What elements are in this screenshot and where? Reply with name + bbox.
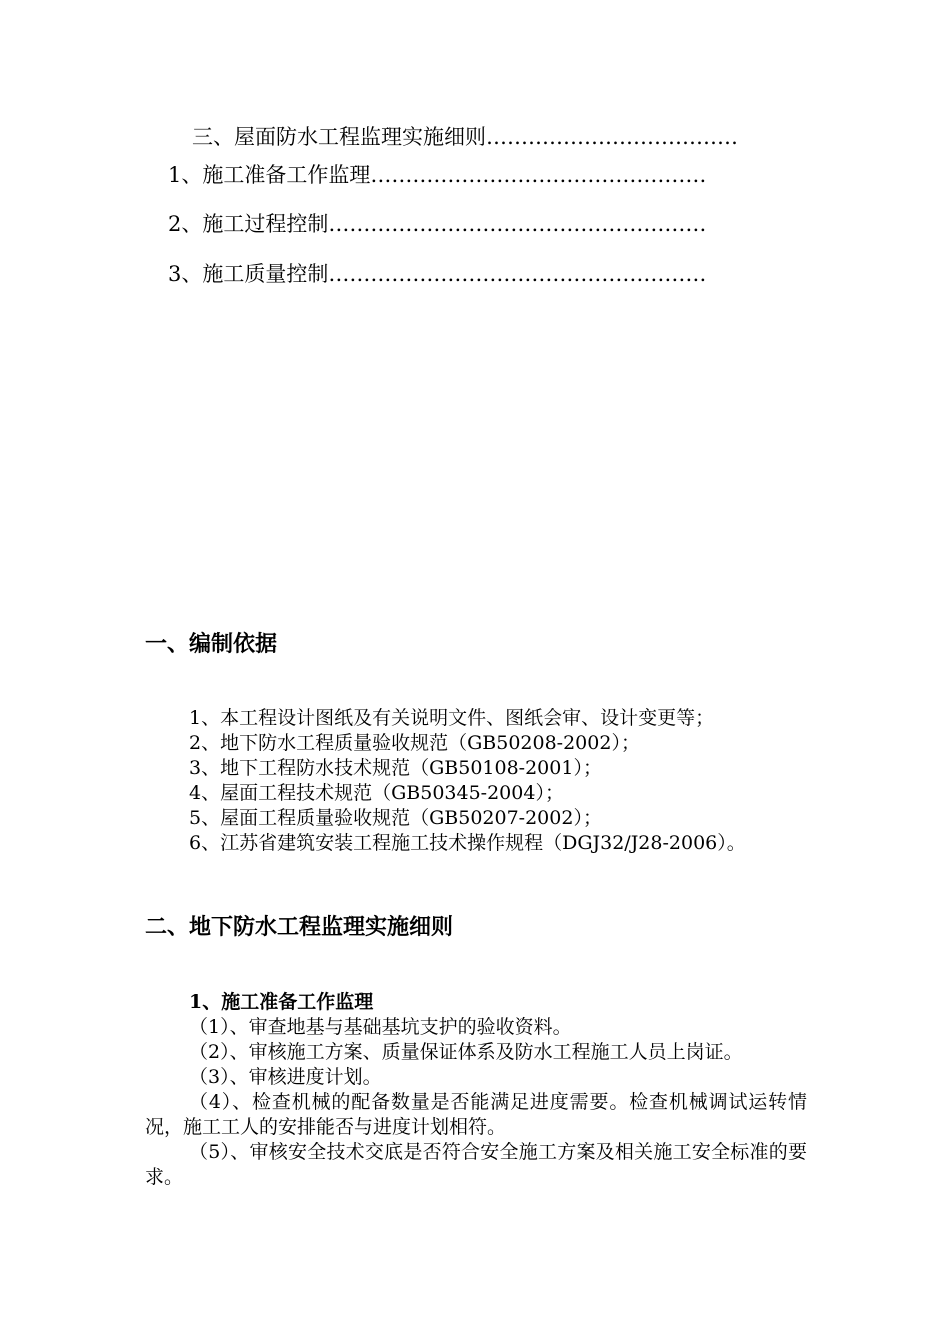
toc-leader-dots: ……………………………… bbox=[486, 125, 738, 149]
basis-item: 4、屋面工程技术规范（GB50345-2004）； bbox=[189, 782, 564, 804]
section-heading-basis: 一、编制依据 bbox=[145, 632, 278, 657]
toc-leader-dots: ……………………………………………… bbox=[328, 212, 707, 236]
toc-item-text: 1、施工准备工作监理 bbox=[168, 163, 371, 187]
basis-item: 5、屋面工程质量验收规范（GB50207-2002）； bbox=[189, 807, 602, 829]
toc-item[interactable] bbox=[192, 124, 738, 150]
preparation-item: （2）、审核施工方案、质量保证体系及防水工程施工人员上岗证。 bbox=[189, 1041, 743, 1063]
toc-leader-dots: ………………………………………… bbox=[370, 163, 707, 187]
preparation-item: （4）、检查机械的配备数量是否能满足进度需要。检查机械调试运转情况，施工工人的安排能否与进度计划相符。 bbox=[145, 1091, 807, 1138]
preparation-item: （1）、审查地基与基础基坑支护的验收资料。 bbox=[189, 1016, 572, 1038]
subsection-heading-preparation: 1、施工准备工作监理 bbox=[189, 991, 374, 1013]
section-heading-underground: 二、地下防水工程监理实施细则 bbox=[145, 915, 454, 940]
toc-item-text: 三、屋面防水工程监理实施细则 bbox=[192, 125, 486, 149]
toc-item-text: 2、施工过程控制 bbox=[168, 212, 329, 236]
toc-item[interactable] bbox=[168, 261, 706, 287]
basis-list bbox=[145, 706, 807, 856]
toc-item[interactable] bbox=[168, 211, 706, 237]
toc-item-text: 3、施工质量控制 bbox=[168, 262, 329, 286]
preparation-item: （3）、审核进度计划。 bbox=[189, 1066, 382, 1088]
preparation-list bbox=[145, 1015, 807, 1190]
preparation-item: （5）、审核安全技术交底是否符合安全施工方案及相关施工安全标准的要求。 bbox=[145, 1141, 807, 1188]
basis-item: 1、本工程设计图纸及有关说明文件、图纸会审、设计变更等； bbox=[189, 707, 715, 729]
toc-leader-dots: ……………………………………………… bbox=[328, 262, 707, 286]
toc-item[interactable] bbox=[168, 162, 706, 188]
basis-item: 6、江苏省建筑安装工程施工技术操作规程（DGJ32/J28-2006）。 bbox=[189, 832, 746, 854]
basis-item: 3、地下工程防水技术规范（GB50108-2001）； bbox=[189, 757, 602, 779]
basis-item: 2、地下防水工程质量验收规范（GB50208-2002）； bbox=[189, 732, 640, 754]
